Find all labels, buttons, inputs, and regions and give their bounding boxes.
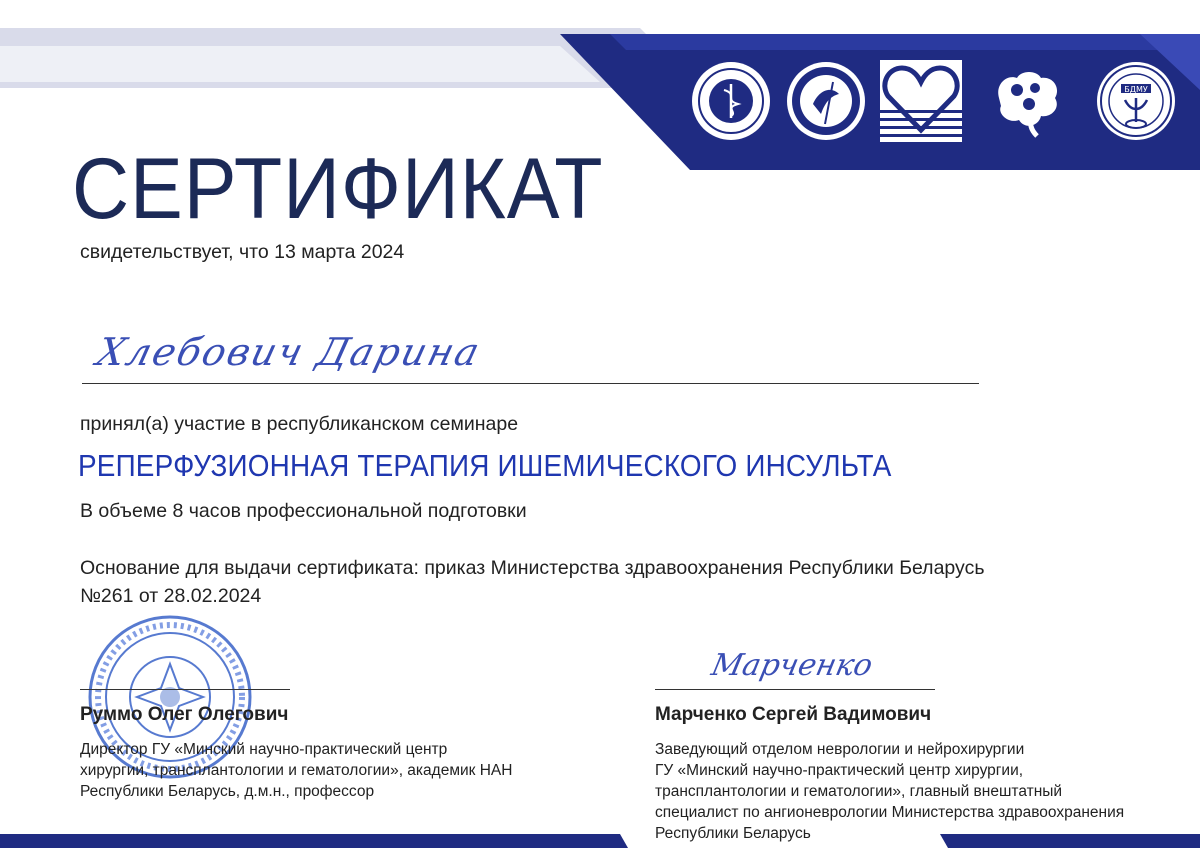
left-signatory-position	[80, 739, 512, 802]
recipient-name-handwritten: Хлебович Дарина	[92, 330, 486, 374]
left-signatory-name: Руммо Олег Олегович	[80, 704, 289, 725]
brain-logo-icon	[985, 60, 1067, 142]
right-position-line: специалист по ангионеврологии Министерства здравоохранения	[655, 804, 1125, 821]
right-signature-line	[655, 689, 935, 690]
right-position-line: Заведующий отделом неврологии и нейрохирургии	[655, 741, 1025, 758]
banner-lighter-stripe	[0, 46, 600, 82]
logo-row	[690, 60, 1190, 150]
health-ministry-emblem-icon	[690, 60, 772, 142]
basis-text-line-2: №261 от 28.02.2024	[80, 585, 262, 607]
recipient-name-line	[82, 383, 979, 384]
right-position-line: ГУ «Минский научно-практический центр хирургии,	[655, 762, 1024, 779]
intro-text: свидетельствует, что 13 марта 2024	[80, 241, 405, 263]
left-position-line: Республики Беларусь, д.м.н., профессор	[80, 783, 375, 800]
bgmu-label: БДМУ	[1124, 85, 1148, 94]
right-position-line: трансплантологии и гематологии», главный внештатный	[655, 783, 1063, 800]
bottom-bar	[0, 826, 1200, 848]
right-signature-handwritten: Марченко	[708, 648, 876, 683]
banner-blue-highlight	[610, 34, 1200, 50]
basis-text-line-1: Основание для выдачи сертификата: приказ Министерства здравоохранения Республики Беларусь	[80, 557, 985, 579]
right-signatory-name: Марченко Сергей Вадимович	[655, 704, 932, 725]
left-signature-line	[80, 689, 290, 690]
participation-text: принял(а) участие в республиканском семинаре	[80, 413, 519, 435]
volume-text: В объеме 8 часов профессиональной подготовки	[80, 500, 527, 522]
seminar-title: РЕПЕРФУЗИОННАЯ ТЕРАПИЯ ИШЕМИЧЕСКОГО ИНСУЛЬТА	[78, 448, 892, 483]
certificate-title: СЕРТИФИКАТ	[72, 141, 604, 237]
left-position-line: хирургии, трансплантологии и гематологии», академик НАН	[80, 762, 513, 779]
right-position-line: Республики Беларусь	[655, 825, 811, 842]
left-position-line: Директор ГУ «Минский научно-практический центр	[80, 741, 448, 758]
bgmu-emblem-icon	[1095, 60, 1177, 142]
medical-society-emblem-icon	[785, 60, 867, 142]
heart-logo-icon	[880, 60, 962, 142]
